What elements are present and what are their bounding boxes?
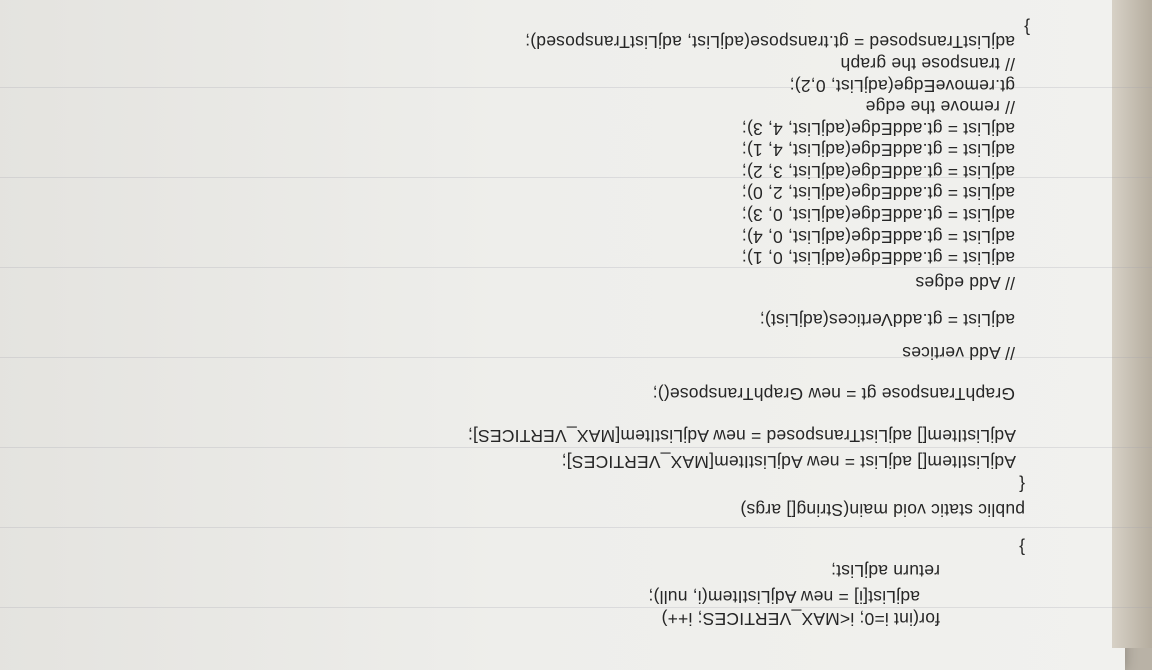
code-line-add-edge: adjList = gt.addEdge(adjList, 0, 3); bbox=[741, 205, 1015, 225]
code-comment-remove-edge: // remove the edge bbox=[865, 97, 1015, 117]
code-line-remove-edge: gt.removeEdge(adjList, 0,2); bbox=[789, 76, 1015, 96]
code-comment-add-edges: // Add edges bbox=[915, 273, 1015, 293]
code-line-final-brace: } bbox=[1023, 18, 1030, 38]
code-line-graph-transpose: GraphTranspose gt = new GraphTranspose(); bbox=[652, 384, 1015, 404]
code-line-add-edge: adjList = gt.addEdge(adjList, 4, 1); bbox=[741, 140, 1015, 160]
code-line-add-edge: adjList = gt.addEdge(adjList, 0, 1); bbox=[741, 248, 1015, 268]
code-line-close-brace: } bbox=[1018, 538, 1025, 558]
code-line-add-vertices: adjList = gt.addVertices(adjList); bbox=[759, 310, 1015, 330]
code-line-add-edge: adjList = gt.addEdge(adjList, 3, 2); bbox=[741, 162, 1015, 182]
code-line-adjlist-decl: AdjListItem[] adjList = new AdjListItem[MAX_VERTICES]; bbox=[561, 452, 1016, 472]
code-line-add-edge: adjList = gt.addEdge(adjList, 4, 3); bbox=[741, 119, 1015, 139]
code-line-for-loop: for(int i=0; i<MAX_VERTICES; i++) bbox=[661, 609, 940, 629]
code-line-return: return adjList; bbox=[830, 561, 940, 581]
ruled-line bbox=[0, 527, 1152, 528]
ruled-line bbox=[0, 607, 1152, 608]
code-line-assign: adjList[i] = new AdjListItem(i, null); bbox=[648, 587, 920, 607]
code-comment-add-vertices: // Add vertices bbox=[902, 343, 1015, 363]
code-line-add-edge: adjList = gt.addEdge(adjList, 2, 0); bbox=[741, 183, 1015, 203]
ruled-line bbox=[0, 447, 1152, 448]
code-line-main: public static void main(String[] args) bbox=[740, 500, 1025, 520]
code-line-open-brace: { bbox=[1018, 475, 1025, 495]
code-line-transpose: adjListTransposed = gt.transpose(adjList, adjListTransposed); bbox=[525, 32, 1015, 52]
code-comment-transpose: // transpose the graph bbox=[840, 54, 1015, 74]
code-line-adjlist-transposed-decl: AdjListItem[] adjListTransposed = new AdjListItem[MAX_VERTICES]; bbox=[467, 426, 1016, 446]
code-line-add-edge: adjList = gt.addEdge(adjList, 0, 4); bbox=[741, 227, 1015, 247]
